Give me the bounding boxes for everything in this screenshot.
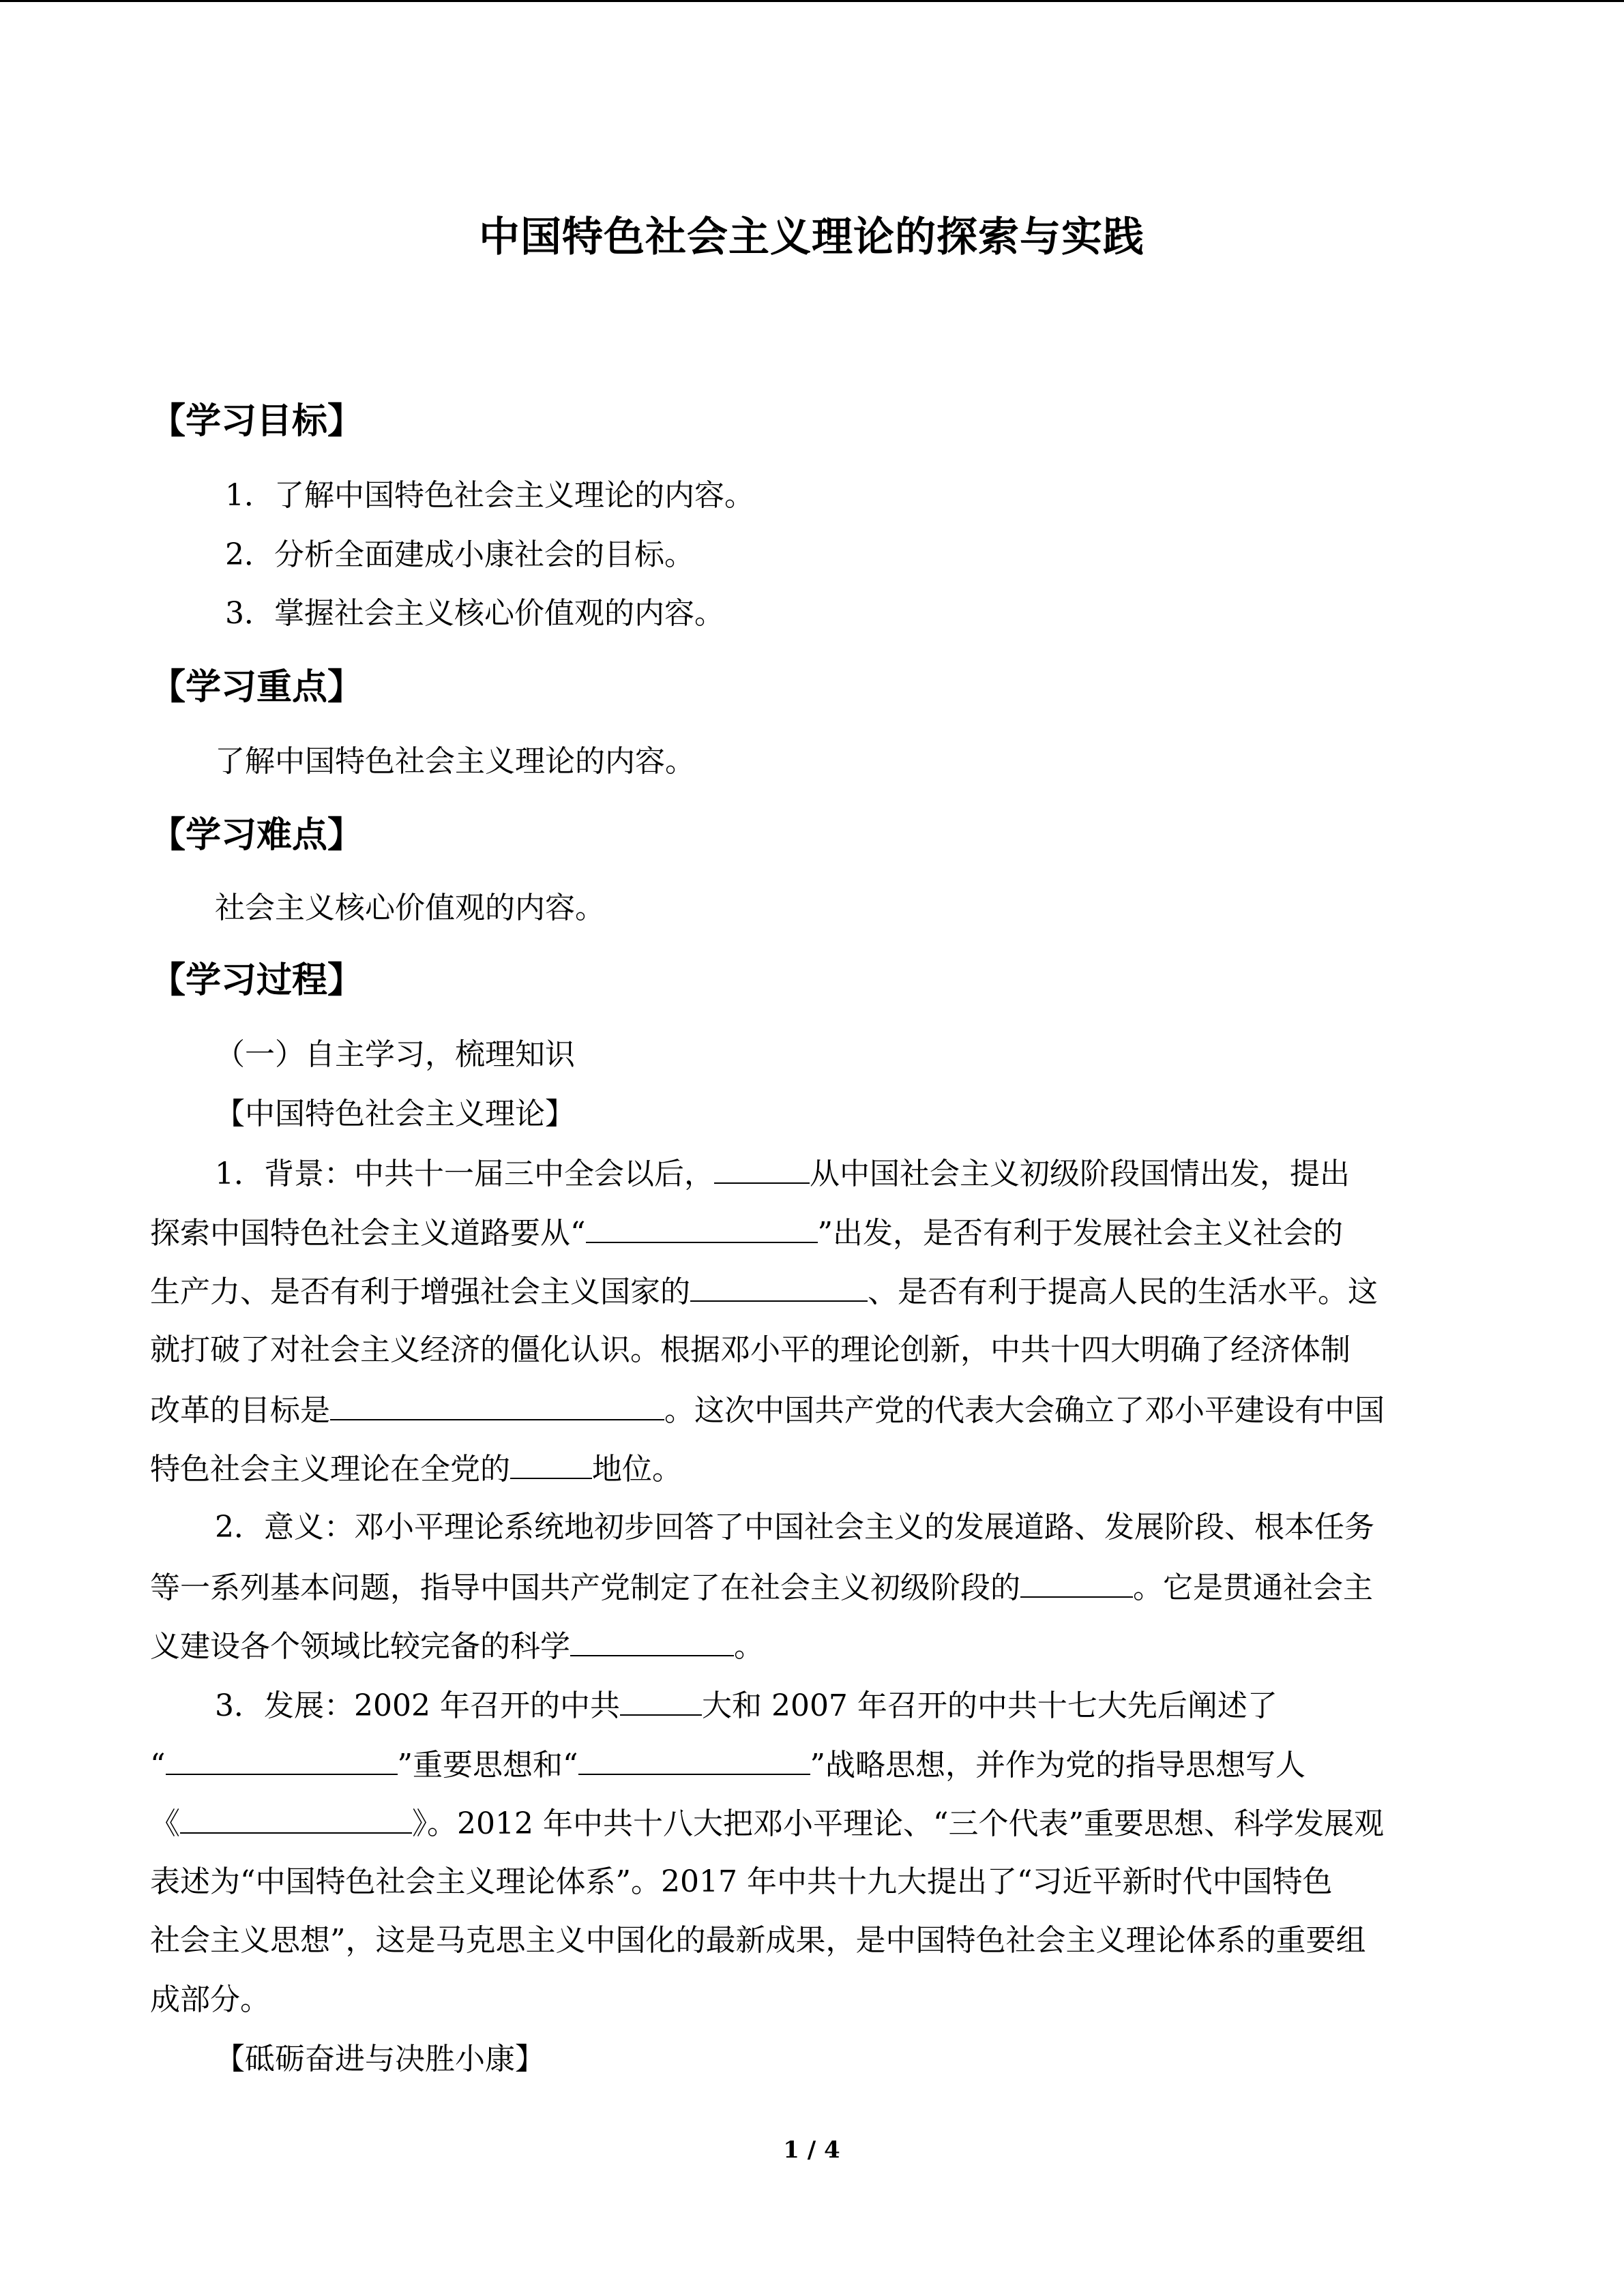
subheading-xiaokang: 【砥砺奋进与决胜小康】 [215, 2042, 545, 2076]
fill-blank[interactable] [578, 1749, 810, 1775]
fill-blank[interactable] [714, 1158, 810, 1184]
p1-line-5: 改革的目标是 。这次中国共产党的代表大会确立了邓小平建设有中国 [150, 1393, 1385, 1428]
p2-line-3: 义建设各个领域比较完备的科学 。 [150, 1629, 764, 1664]
fill-blank[interactable] [330, 1395, 664, 1420]
heading-goals: 【学习目标】 [150, 401, 364, 442]
goal-item-1: 1．了解中国特色社会主义理论的内容。 [225, 478, 754, 513]
fill-blank[interactable] [180, 1808, 412, 1834]
goal-item-2: 2．分析全面建成小康社会的目标。 [225, 537, 694, 572]
p2-line-2: 等一系列基本问题，指导中国共产党制定了在社会主义初级阶段的 。它是贯通社会主 [150, 1570, 1373, 1605]
subheading-theory: 【中国特色社会主义理论】 [215, 1097, 575, 1131]
heading-key: 【学习重点】 [150, 667, 364, 708]
fill-blank[interactable] [690, 1276, 868, 1302]
page-title: 中国特色社会主义理论的探索与实践 [479, 213, 1145, 261]
p1-line-3: 生产力、是否有利于增强社会主义国家的 、是否有利于提高人民的生活水平。这 [150, 1274, 1378, 1309]
p3-line-5: 社会主义思想”，这是马克思主义中国化的最新成果，是中国特色社会主义理论体系的重要组 [150, 1923, 1366, 1958]
fill-blank[interactable] [510, 1453, 592, 1479]
fill-blank[interactable] [166, 1749, 398, 1775]
p3-line-3: 《 》。2012 年中共十八大把邓小平理论、“三个代表”重要思想、科学发展观 [150, 1806, 1384, 1841]
heading-process: 【学习过程】 [150, 960, 364, 1001]
goal-item-3: 3．掌握社会主义核心价值观的内容。 [225, 596, 724, 631]
p3-line-6: 成部分。 [150, 1982, 270, 2017]
fill-blank[interactable] [1020, 1572, 1133, 1598]
key-text: 了解中国特色社会主义理论的内容。 [215, 744, 695, 779]
heading-difficulty: 【学习难点】 [150, 815, 364, 856]
fill-blank[interactable] [570, 1630, 734, 1656]
document-page [150, 0, 1473, 2296]
p1-line-2: 探索中国特色社会主义道路要从“ ”出发，是否有利于发展社会主义社会的 [150, 1216, 1343, 1251]
page-number: 1 / 4 [783, 2136, 840, 2164]
fill-blank[interactable] [620, 1690, 702, 1716]
fill-blank[interactable] [586, 1217, 818, 1243]
difficulty-text: 社会主义核心价值观的内容。 [215, 891, 605, 925]
p3-line-4: 表述为“中国特色社会主义理论体系”。2017 年中共十九大提出了“习近平新时代中国特色 [150, 1864, 1333, 1899]
p2-line-1: 2．意义：邓小平理论系统地初步回答了中国社会主义的发展道路、发展阶段、根本任务 [215, 1510, 1374, 1545]
p1-line-6: 特色社会主义理论在全党的 地位。 [150, 1452, 682, 1487]
subheading-self-study: （一）自主学习，梳理知识 [215, 1037, 575, 1072]
p3-line-2: “ ”重要思想和“ ”战略思想，并作为党的指导思想写人 [150, 1748, 1305, 1783]
p3-line-1: 3．发展：2002 年召开的中共 大和 2007 年召开的中共十七大先后阐述了 [215, 1688, 1278, 1723]
p1-line-1: 1．背景：中共十一届三中全会以后， 从中国社会主义初级阶段国情出发，提出 [215, 1157, 1350, 1191]
p1-line-4: 就打破了对社会主义经济的僵化认识。根据邓小平的理论创新，中共十四大明确了经济体制 [150, 1332, 1350, 1367]
